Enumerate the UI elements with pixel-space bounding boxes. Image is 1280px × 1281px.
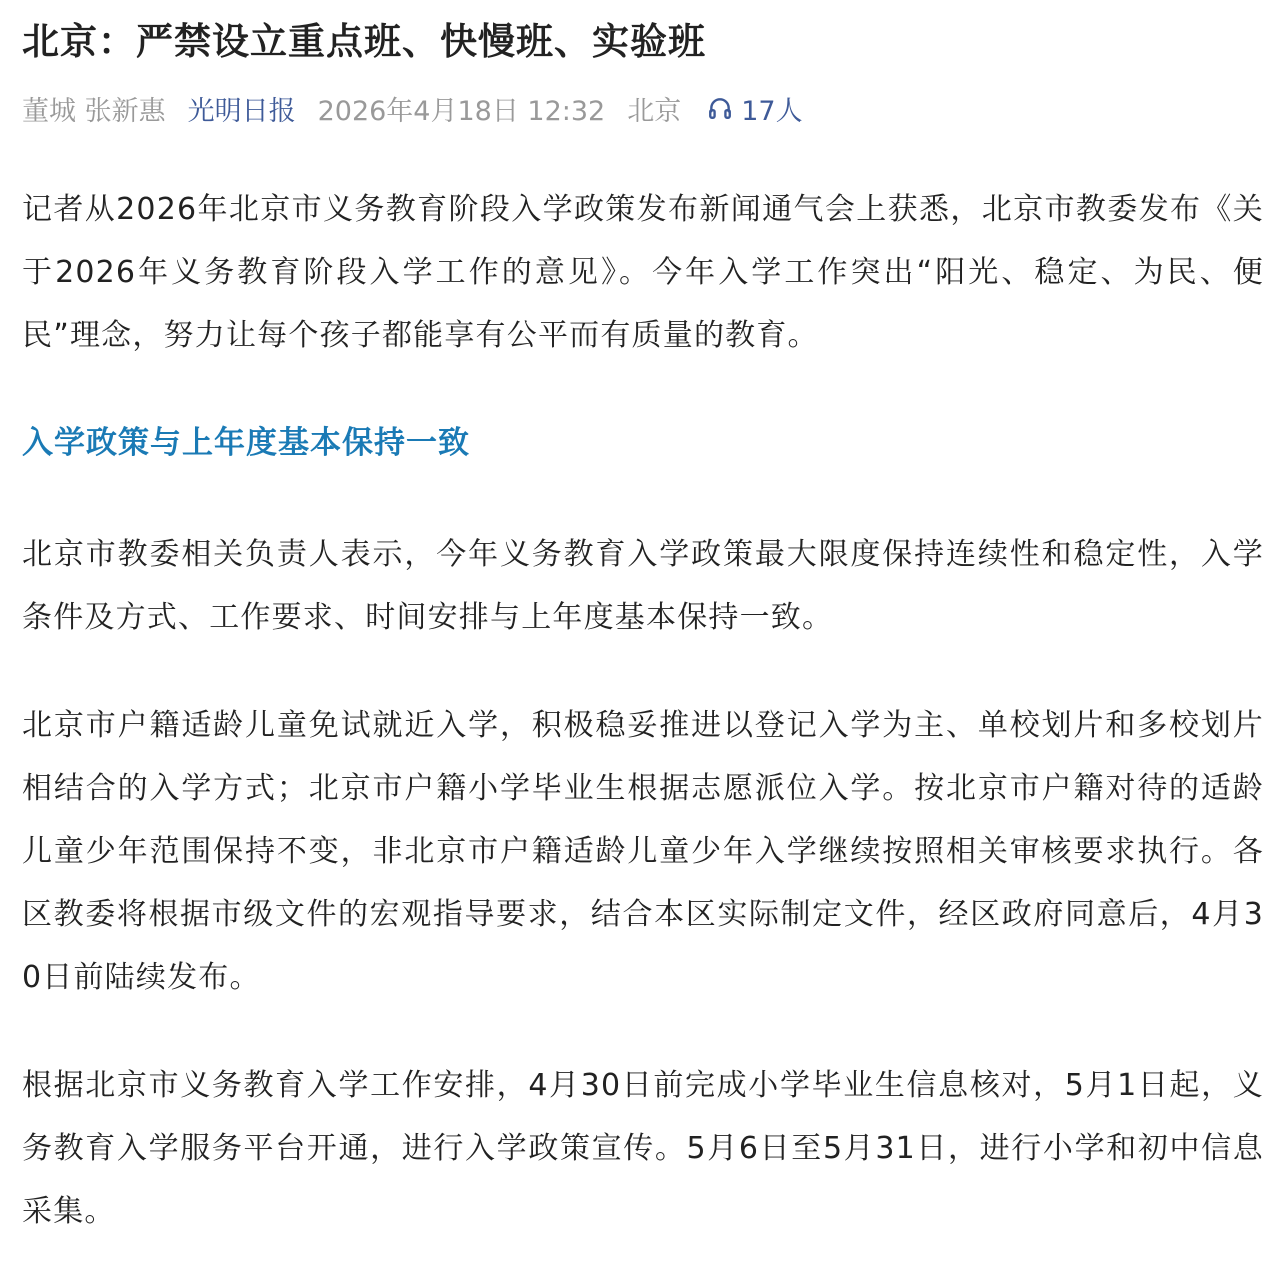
headphones-icon (707, 95, 733, 121)
article-title: 北京：严禁设立重点班、快慢班、实验班 (22, 20, 706, 63)
source-link[interactable]: 光明日报 (187, 95, 296, 127)
body-paragraph: 根据北京市义务教育入学工作安排，4月30日前完成小学毕业生信息核对，5月1日起，义务教育入学服务平台开通，进行入学政策宣传。5月6日至5月31日，进行小学和初中信息采集。 (22, 1068, 1264, 1229)
article-meta (22, 88, 1264, 128)
body-paragraph: 北京市户籍适龄儿童免试就近入学，积极稳妥推进以登记入学为主、单校划片和多校划片相结合的入学方式；北京市户籍小学毕业生根据志愿派位入学。按北京市户籍对待的适龄儿童少年范围保持不变，非北京市户籍适龄儿童少年入学继续按照相关审核要求执行。各区教委将根据市级文件的宏观指导要求，结合本区实际制定文件，经区政府同意后，4月30日前陆续发布。 (22, 708, 1264, 995)
listen-button[interactable] (707, 89, 802, 128)
intro-paragraph: 记者从2026年北京市义务教育阶段入学政策发布新闻通气会上获悉，北京市教委发布《关于2026年义务教育阶段入学工作的意见》。今年入学工作突出“阳光、稳定、为民、便民”理念，努力让每个孩子都能享有公平而有质量的教育。 (22, 192, 1264, 353)
publish-datetime: 2026年4月18日 12:32 (317, 95, 606, 127)
author-names: 董城 张新惠 (22, 95, 166, 127)
article-body (22, 178, 1264, 1243)
section-heading: 入学政策与上年度基本保持一致 (22, 425, 470, 461)
listener-count: 17人 (741, 95, 803, 127)
body-paragraph: 北京市教委相关负责人表示，今年义务教育入学政策最大限度保持连续性和稳定性，入学条件及方式、工作要求、时间安排与上年度基本保持一致。 (22, 537, 1264, 635)
publish-location: 北京 (627, 95, 682, 127)
